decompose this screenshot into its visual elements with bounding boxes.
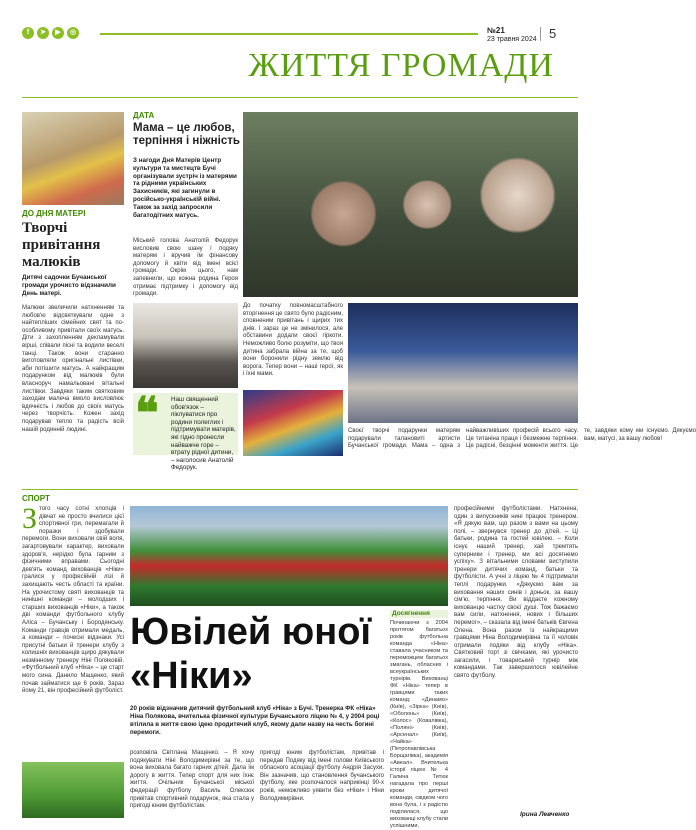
sport-section-rule xyxy=(22,489,578,490)
sport-col2: розповіла Світлана Мащенко. – Я хочу подякувати Ніні Володимирівні за те, що вона виховала багато гарних дітей. Дала їм дорогу в життя. Тепер спорт для них їхнє життя. Очільник Бучанської міської федерації футболу Василь Олексюк привітав спортивний подарунок, яка стала у пригоді юним футболістам. xyxy=(130,750,254,810)
center-rubric: ДАТА xyxy=(133,111,155,120)
kids-photo xyxy=(22,112,124,205)
left-rubric: ДО ДНЯ МАТЕРІ xyxy=(22,209,86,218)
issue-number: №21 xyxy=(487,26,505,35)
left-article-body: Малюки звеличили натхненням та любов'ю відсвяткували одне з найтепліших сімейних свят та по-особливому привітали своїх матусь. Діти з захопленням декламували вірші, співали пісні та водили веселі танці. Також вони старанно виготовляли оригінальні листівки, аби потішити матусь. А найкращим подарунком від малюків були власноруч намальовані вітальні листівки. Завдяки таким святковим заходам малеча вмоло висловлює вдячність і любов до своїх матусь через творчість. Кожен захід подарував тепло та радість всій нашій родинній людині. xyxy=(22,305,124,433)
mothers-event-photo xyxy=(243,112,578,297)
center-article-body2: До початку повномасштабного вторгнення це свято було радісним, сповненим привітань і щирих тих днів. І зараз це не змінилося, але обставини додали своєї гіркоти. Неможливо болю розуміти, що твоя дитина забрала війна за те, щоб вони боронили рідну землю від ворога. Тепер вони – наші герої, як і їхні мами. xyxy=(243,303,343,378)
center-article-title: Мама – це любов, терпіння і ніжність xyxy=(133,122,240,147)
sport-rubric: СПОРТ xyxy=(22,494,50,503)
section-title: ЖИТТЯ ГРОМАДИ xyxy=(248,47,554,84)
football-game-photo xyxy=(22,762,124,818)
stage-choir-photo xyxy=(348,303,578,423)
masthead-rule xyxy=(22,97,578,98)
sport-col4: професійними футболістами. Натхнена, один з випускників нині працює тренером. «Я дякую вам, що разом з вами на цьому полі, – звернувся тренер до дітей. – Ці батьки, родина та гостей ювілею. – Коли існує наший тренер, хай тремтять суперники і тренер, ми всі досягнемо успіху». З вітальними словами виступили тренери дитячих команд, батьки та футболісти. А учні з ліцею № 4 підтримали теплі подарунки. «Дякуємо вам за виховання наших синів і доньок, за вашу сім'ю, терпіння. Ви віддаєте кожному вихованцю частку своєї душі. Тож бажаємо вам сили, натхнення, нових і більших перемог», – сказала від імені батьків Євгена Олена. Вона разом із найкращими гравцями Ніна Володимирівна та її чоловік отримали подяки від клубу «Ніка». Святковий торт зі свічками, які урочисто загасили, і товариський турнір між командами. Так завершилося ювілейне свято футболу. xyxy=(454,506,578,680)
youtube-icon[interactable]: ▶ xyxy=(52,27,64,39)
sport-title xyxy=(130,610,390,698)
header-separator xyxy=(540,27,541,41)
award-photo xyxy=(133,303,238,388)
sport-col1-text: того часу сотні хлопців і дівчат не просто вчилися цієї спортивної гри, перемагали й поразки і здобували перемоги. Вони виховали свій воля, загартовували характер, виховали здоров'я, нерідко була гарним з фізичними вправами. Сьогодні дев'ять команд вихованців «Ніки» гралися у професійній лізі й захищають честь області та країни. На урочистому святі вихованців та нинішні команди – молодших і старших вихованців «Ніки», а також дві команди футбольного клубу Аліса – Бучанську і Бородянську. Команди гравців отримали медаль, а команди – почесні відзнаки. Усі присутні батьки й тренери клубу з колишніх вихованців щиро дякували незмінному тренеру Ніні Поляковій. «Футбольний клуб «Ніка» – це старт мого сина. Данило Мащенко, який почав займатися ще 6 років. Зараз йому 21, він професійний футболіст. xyxy=(22,506,124,695)
sport-title-line2: «Ніки» xyxy=(130,655,253,697)
quote-text: Наш священний обов'язок – піклуватися про родини полеглих і підтримувати матерів, які гідно пронесли найважче горе – втрату рідної дитини, – наголосив Анатолій Федорук. xyxy=(171,396,236,472)
issue-date: 23 травня 2024 xyxy=(487,36,537,43)
sport-lead: 20 років відзначив дитячий футбольний клуб «Ніка» з Бучі. Тренерка ФК «Ніка» Ніна Полякова, вчителька фізичної культури Бучанського ліцею № 4, у 2004 році втілила в життя свою ідею продитячий клуб, якому дали назву на честь богині перемоги. xyxy=(130,705,380,736)
sport-title-line1: Ювілей юної xyxy=(130,611,372,653)
issue-info xyxy=(487,27,537,44)
achievements-text: Починаючи з 2004 протягом багатьох років футбольна команда «Ніка» ставала учасником та переможцем багатьох змагань, обласних і всеукраїнських турнірів. Вихованці ФК «Ніка» тепер в гравцями таких команд: «Динамо» (Київ), «Зірка» (Київ), «Оболонь» (Київ), «Колос» (Ковалівка), «Поляні» (Київ), «Арсенал» (Київ), «Чайка» (Петропавлівська Борщагівка), академія «Авеал». Вчителька історії ліцею № 4 Галина Титюк нагадала про перші кроки дитячої команди, свідком чого вона була, і з радістю поділилася, що вихованці клубу стали успішними, xyxy=(390,620,448,829)
social-icons xyxy=(22,27,79,39)
left-article-lead: Дитячі садочки Бучанської громади урочисто відзначили День матері. xyxy=(22,274,116,297)
telegram-icon[interactable]: ➤ xyxy=(37,27,49,39)
page-number: 5 xyxy=(549,26,557,41)
author-signature: Ірина Левченко xyxy=(520,811,570,818)
sport-col1 xyxy=(22,502,124,758)
drop-cap: З xyxy=(22,502,38,535)
sport-col3: пригоді юним футболістам, привітав і передав Подяку від імені голови Київського обласного асоціації футболу Андрія Засухи. Він зазначив, що становлення бучанського футболу, яке розпочалося наприкінці 90-х років, неможливо уявити без «Ніки» і Ніни Володимирівни. xyxy=(260,750,384,802)
center-article-body3: Своєї творчі подарунки матерям подарували талановиті артисти Бучанської громади. Мама – одна з найважливіших професій всього часу. Це титаніна праця і безмежне терпіння. Це радісні, безцінні моменти життя. Це те, завдяки кому ми існуємо. Дякуємо вам, матусі, за вашу любов! xyxy=(348,428,696,450)
achievements-title: Досягнення xyxy=(392,610,430,617)
center-article-body1: Міський голова Анатолій Федорук висловив свою шану і подяку матерям і вручив їм фінансову допомогу й квіти від імені всієї громади. Окрім цього, нам запевнили, що кожна родина Героя отримає підтримку і допомогу від громади. xyxy=(133,238,238,298)
team-photo xyxy=(130,506,448,606)
left-article-title: Творчі привітання малюків xyxy=(22,220,101,270)
dance-photo xyxy=(243,390,343,456)
instagram-icon[interactable]: ◎ xyxy=(67,27,79,39)
facebook-icon[interactable]: f xyxy=(22,27,34,39)
quote-mark-icon: ❝ xyxy=(135,389,159,438)
header-rule xyxy=(100,33,478,35)
center-article-lead: З нагоди Дня Матерів Центр культури та мистецтв Бучі організували зустріч із матерями та рідними українських Захисників, які загинули в російсько-українській війні. Також за захід запросили багатодітних матусь. xyxy=(133,157,237,219)
quote-box xyxy=(133,389,238,472)
